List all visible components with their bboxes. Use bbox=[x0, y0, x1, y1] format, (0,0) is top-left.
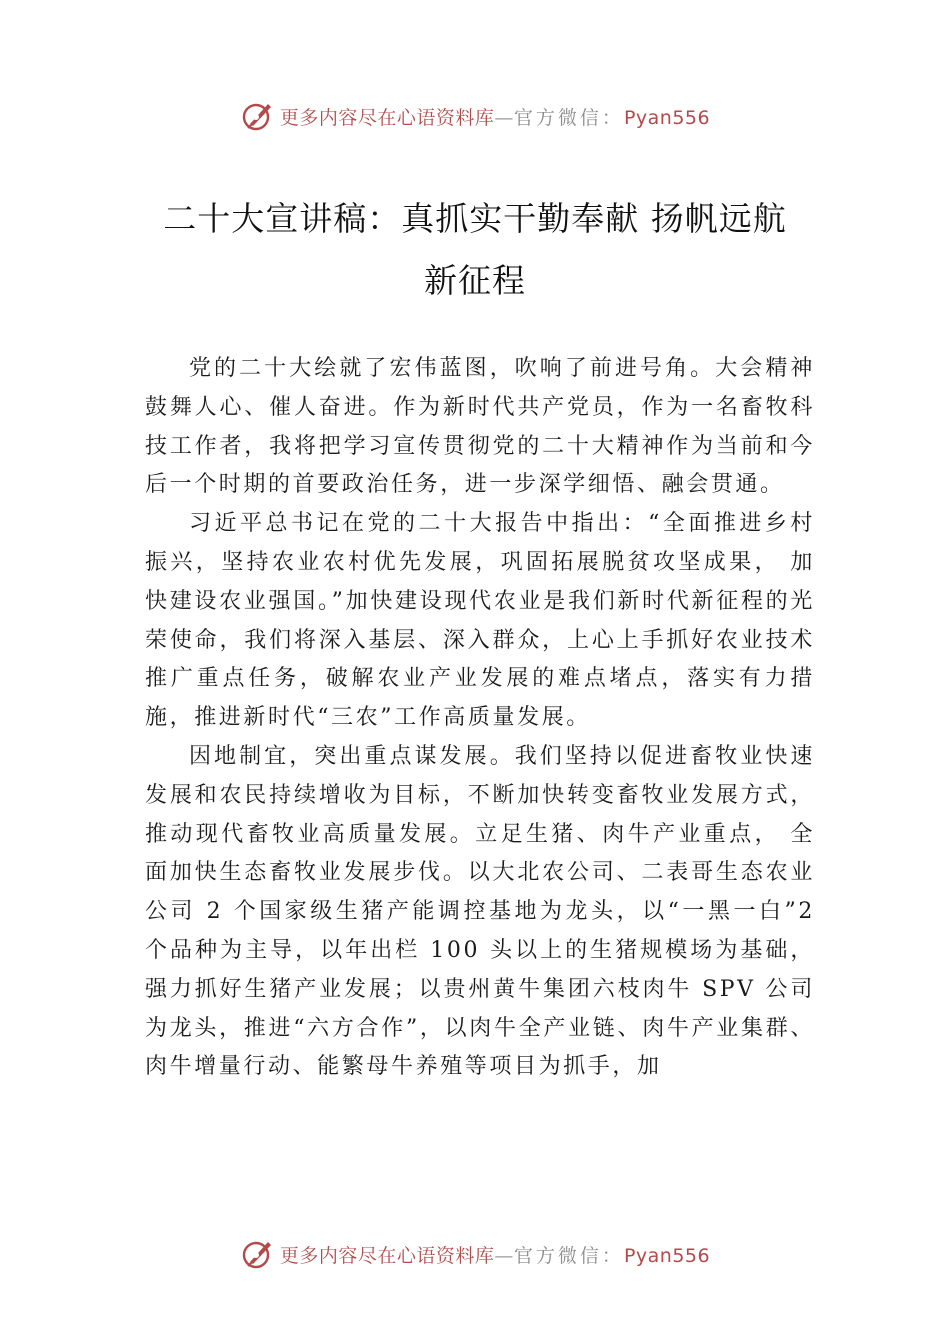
quill-logo-icon bbox=[240, 1236, 276, 1272]
watermark-label: 官方微信： bbox=[513, 1244, 624, 1267]
document-body bbox=[145, 350, 815, 1087]
header-watermark bbox=[0, 96, 950, 136]
document-title bbox=[120, 188, 830, 312]
watermark-brand: 更多内容尽在心语资料库 bbox=[279, 106, 495, 129]
paragraph-2: 习近平总书记在党的二十大报告中指出：“全面推进乡村振兴，坚持农业农村优先发展，巩固拓展脱贫攻坚成果， 加快建设农业强国。”加快建设现代农业是我们新时代新征程的光荣使命，我们将深入基层、深入群众，上心上手抓好农业技术推广重点任务，破解农业产业发展的难点堵点，落实有力措施，推进新时代“三农”工作高质量发展。 bbox=[145, 511, 815, 731]
watermark-wechat-id: Pyan556 bbox=[623, 1244, 711, 1267]
watermark-label: 官方微信： bbox=[513, 106, 624, 129]
watermark-text bbox=[280, 103, 710, 130]
quill-logo-icon bbox=[240, 98, 276, 134]
paragraph-3: 因地制宜，突出重点谋发展。我们坚持以促进畜牧业快速发展和农民持续增收为目标，不断加快转变畜牧业发展方式，推动现代畜牧业高质量发展。立足生猪、肉牛产业重点， 全面加快生态畜牧业发展步伐。以大北农公司、二表哥生态农业公司 2 个国家级生猪产能调控基地为龙头，以“一黑一白”2 个品种为主导，以年出栏 100 头以上的生猪规模场为基础，强力抓好生猪产业发展；以贵州黄牛集团六枝肉牛 SPV 公司为龙头，推进“六方合作”，以肉牛全产业链、肉牛产业集群、肉牛增量行动、能繁母牛养殖等项目为抓手，加 bbox=[145, 743, 815, 1080]
footer-watermark bbox=[0, 1234, 950, 1274]
watermark-separator: — bbox=[494, 106, 514, 129]
watermark-separator: — bbox=[494, 1244, 514, 1267]
paragraph-1: 党的二十大绘就了宏伟蓝图，吹响了前进号角。大会精神鼓舞人心、催人奋进。作为新时代共产党员，作为一名畜牧科技工作者，我将把学习宣传贯彻党的二十大精神作为当前和今后一个时期的首要政治任务，进一步深学细悟、融会贯通。 bbox=[145, 356, 815, 498]
watermark-text bbox=[280, 1241, 710, 1268]
title-line-2: 新征程 bbox=[424, 261, 526, 300]
title-line-1: 二十大宣讲稿：真抓实干勤奉献 扬帆远航 bbox=[163, 199, 787, 238]
watermark-wechat-id: Pyan556 bbox=[623, 106, 711, 129]
watermark-brand: 更多内容尽在心语资料库 bbox=[279, 1244, 495, 1267]
